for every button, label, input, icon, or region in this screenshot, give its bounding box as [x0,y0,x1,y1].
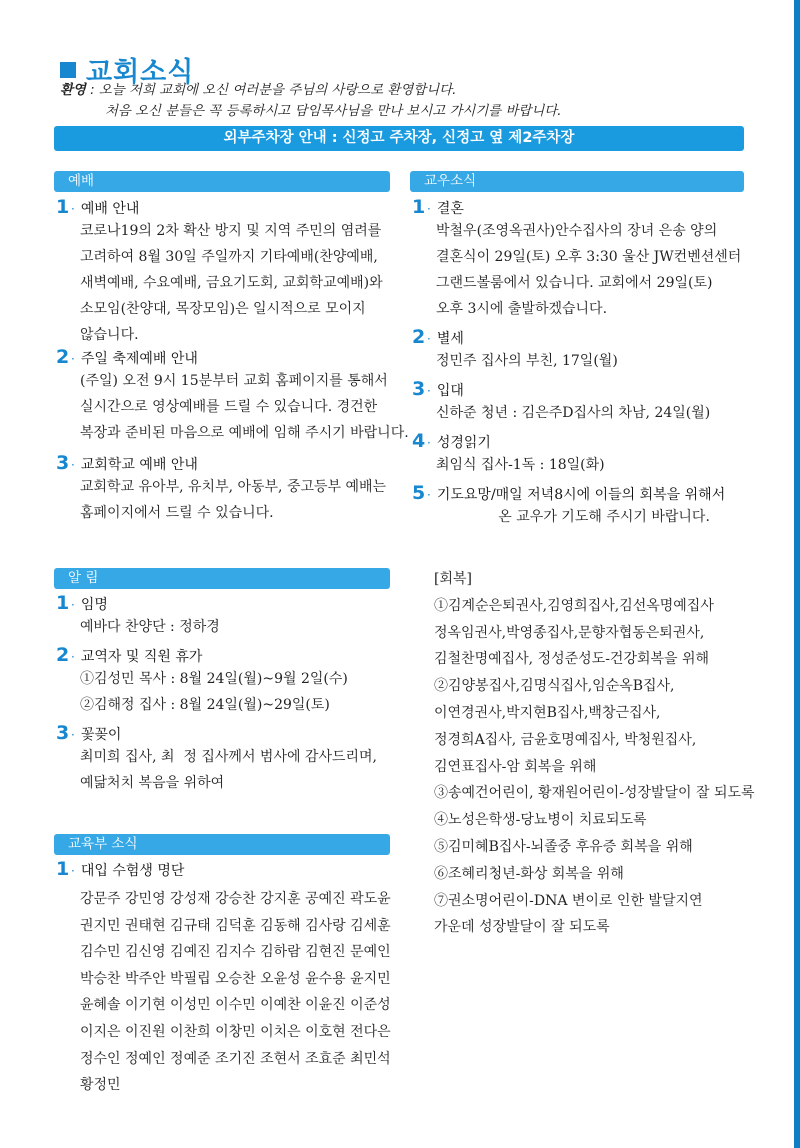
item-body: 정민주 집사의 부친, 17일(월) [436,353,618,369]
item-number: 3 [56,452,70,474]
welcome-line-1: : 오늘 저희 교회에 오신 여러분을 주님의 사랑으로 환영합니다. [85,83,457,98]
parking-banner: 외부주차장 안내 : 신정고 주차장, 신정고 옆 제2주차장 [54,126,744,151]
dot-icon: · [71,728,75,742]
student-name-list: 강문주 강민영 강성재 강승찬 강지훈 공예진 곽도윤 권지민 권태현 김규태 김덕훈 김동해 김사랑 김세훈 김수민 김신영 김예진 김지수 김하람 김현진 문예인 박승찬 박주안 박필립 오승찬 오윤성 윤수용 윤지민 윤혜솔 이기현 이성민 이수민 이예찬 이윤진 이준성 이지은 이진원 이찬희 이창민 이치은 이호현 전다은 정수인 정예인 정예준 조기진 조현서 조효준 최민석 황정민 [80,891,391,1094]
item-title: 대입 수험생 명단 [80,863,185,879]
item-title: 성경읽기 [436,435,491,451]
item-number: 1 [412,196,426,218]
dot-icon: · [427,488,431,502]
item-title: 결혼 [436,201,464,217]
members-item-4 [412,430,605,478]
item-body: (주일) 오전 9시 15분부터 교회 홈페이지를 통해서 실시간으로 영상예배를 드릴 수 있습니다. 경건한 복장과 준비된 마음으로 예배에 임해 주시기 바랍니다. [80,373,409,441]
members-item-1 [412,196,741,322]
welcome-line-2: 처음 오신 분들은 꼭 등록하시고 담임목사님을 만나 보시고 가시기를 바랍니다. [105,104,562,119]
section-heading-education: 교육부 소식 [54,834,390,855]
item-title: 주일 축제예배 안내 [80,351,198,367]
item-number: 2 [56,644,70,666]
dot-icon: · [71,864,75,878]
worship-item-3 [56,452,386,526]
section-heading-worship: 예배 [54,171,390,192]
item-number: 1 [56,858,70,880]
item-body: 교회학교 유아부, 유치부, 아동부, 중고등부 예배는 홈페이지에서 드릴 수 있습니다. [80,479,387,521]
item-number: 4 [412,430,426,452]
dot-icon: · [71,458,75,472]
dot-icon: · [71,598,75,612]
welcome-label: 환영 [60,83,86,98]
notices-item-3 [56,722,377,796]
title-square-icon [60,62,76,78]
section-heading-members: 교우소식 [410,171,744,192]
item-number: 2 [56,346,70,368]
item-number: 1 [56,196,70,218]
notices-item-2 [56,644,348,718]
item-body: 최임식 집사-1독 : 18일(화) [436,457,605,473]
worship-item-1 [56,196,383,348]
page-edge-stripe [794,0,800,1148]
item-number: 2 [412,326,426,348]
item-number: 5 [412,482,426,504]
members-item-3 [412,378,710,426]
item-title: 예배 안내 [80,201,140,217]
dot-icon: · [427,384,431,398]
dot-icon: · [71,650,75,664]
item-title: 입대 [436,383,464,399]
item-body: 코로나19의 2차 확산 방지 및 지역 주민의 염려를 고려하여 8월 30일 주일까지 기타예배(찬양예배, 새벽예배, 수요예배, 금요기도회, 교회학교예배)와 소모임(찬양대, 목장모임)은 일시적으로 모이지 않습니다. [80,223,383,343]
item-body: 예바다 찬양단 : 정하경 [80,619,220,635]
item-title: 꽃꽂이 [80,727,122,743]
item-body: 최미희 집사, 최 정 집사께서 범사에 감사드리며, 예닮처치 복음을 위하여 [80,749,378,791]
worship-item-2 [56,346,409,446]
page-title: 교회소식 [86,57,195,88]
item-title: 임명 [80,597,108,613]
item-title: 기도요망 [436,487,491,503]
item-body: ①김성민 목사 : 8월 24일(월)~9월 2일(수) ②김해정 집사 : 8월 24일(월)~29일(토) [80,671,348,713]
dot-icon: · [427,436,431,450]
notices-item-1 [56,592,220,640]
welcome-message [60,80,562,122]
dot-icon: · [71,352,75,366]
dot-icon: · [427,202,431,216]
item-title: 교회학교 예배 안내 [80,457,198,473]
item-body: 박철우(조영옥권사)안수집사의 장녀 은송 양의 결혼식이 29일(토) 오후 3:30 울산 JW컨벤션센터 그랜드볼룸에서 있습니다. 교회에서 29일(토) 오후 3시에 출발하겠습니다. [436,223,742,317]
section-heading-notices: 알 림 [54,568,390,589]
members-item-2 [412,326,618,374]
dot-icon: · [71,202,75,216]
education-item-1 [56,858,391,1099]
item-number: 3 [56,722,70,744]
item-title: 별세 [436,331,464,347]
item-body: 온 교우가 기도해 주시기 바랍니다. [436,509,710,525]
item-body: 신하준 청년 : 김은주D집사의 차남, 24일(월) [436,405,711,421]
dot-icon: · [427,332,431,346]
item-number: 1 [56,592,70,614]
item-number: 3 [412,378,426,400]
item-title-suffix: /매일 저녁8시에 이들의 회복을 위해서 [490,487,726,503]
members-item-5 [412,482,725,530]
recovery-prayer-list: [회복] ①김계순은퇴권사,김영희집사,김선옥명예집사 정옥임권사,박영종집사,문향자협동은퇴권사, 김철찬명예집사, 정성준성도-건강회복을 위해 ②김양봉집사,김명식집사,임순옥B집사, 이연경권사,박지현B집사,백창근집사, 정경희A집사, 금윤호명예집사, 박청원집사, 김연표집사-암 회복을 위해 ③송예건어린이, 황재원어린이-성장발달이 잘 되도록 ④노성은학생-당뇨병이 치료되도록 ⑤김미혜B집사-뇌졸중 후유증 회복을 위해 ⑥조혜리청년-화상 회복을 위해 ⑦권소명어린이-DNA 변이로 인한 발달지연 가운데 성장발달이 잘 되도록 [434,571,755,936]
item-title: 교역자 및 직원 휴가 [80,649,203,665]
